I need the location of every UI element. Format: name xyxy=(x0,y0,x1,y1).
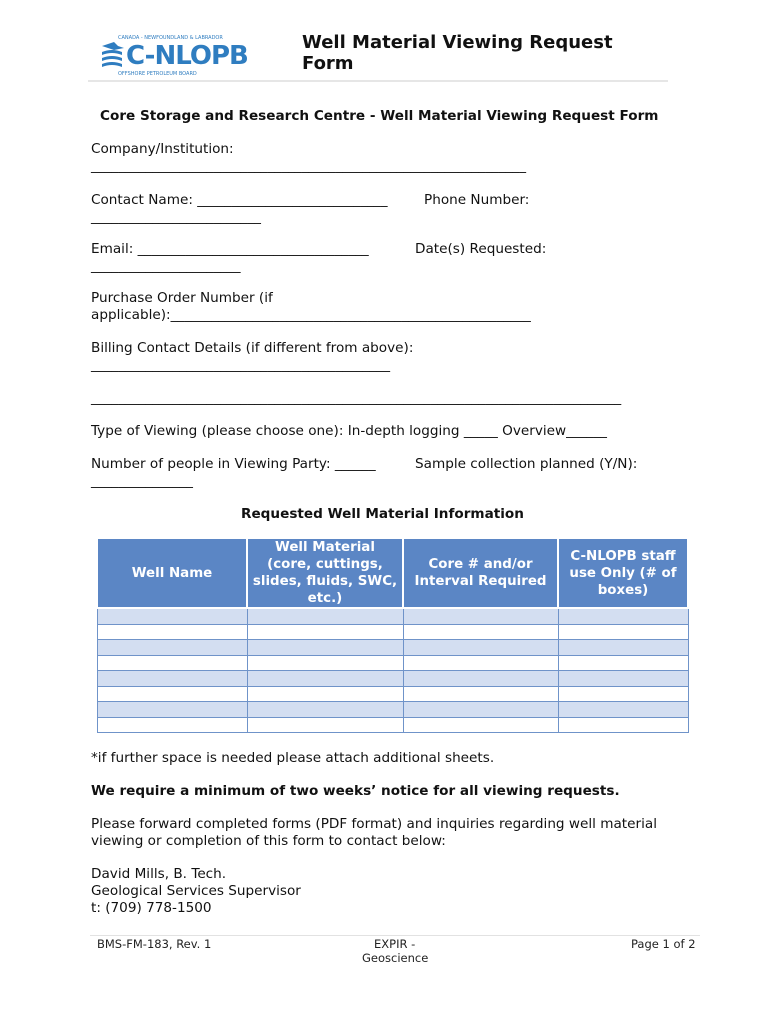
col-well-name: Well Name xyxy=(97,538,247,608)
page-title: Well Material Viewing Request Form xyxy=(302,32,613,74)
logo-wave-2 xyxy=(102,56,122,61)
table-heading: Requested Well Material Information xyxy=(241,506,524,522)
company-label: Company/Institution: xyxy=(91,141,234,157)
page-number: Page 1 of 2 xyxy=(631,937,696,951)
logo-tagline: CANADA - NEWFOUNDLAND & LABRADOR xyxy=(118,35,223,41)
expiry-value: Geoscience xyxy=(362,951,429,965)
table-cell[interactable] xyxy=(403,608,558,624)
contact-title: Geological Services Supervisor xyxy=(91,883,301,899)
logo-wave-3 xyxy=(102,62,122,67)
contact-person: David Mills, B. Tech. xyxy=(91,866,227,882)
table-cell[interactable] xyxy=(403,640,558,656)
billing-label: Billing Contact Details (if different from above): xyxy=(91,340,414,356)
table-row xyxy=(97,702,688,718)
table-cell[interactable] xyxy=(558,717,688,733)
table-cell[interactable] xyxy=(558,624,688,640)
dates-field[interactable]: ______________________ xyxy=(91,258,241,274)
table-cell[interactable] xyxy=(97,686,247,702)
table-cell[interactable] xyxy=(558,655,688,671)
table-cell[interactable] xyxy=(403,686,558,702)
doc-id: BMS-FM-183, Rev. 1 xyxy=(97,937,212,951)
table-cell[interactable] xyxy=(97,640,247,656)
contact-phone: t: (709) 778-1500 xyxy=(91,900,212,916)
table-cell[interactable] xyxy=(97,608,247,624)
logo-wave-1 xyxy=(102,50,122,55)
col-well-material: Well Material (core, cuttings, slides, fluids, SWC, etc.) xyxy=(247,538,403,608)
table-row xyxy=(97,608,688,624)
po-field[interactable]: applicable):_____________________________________________________ xyxy=(91,307,531,323)
table-cell[interactable] xyxy=(97,624,247,640)
table-cell[interactable] xyxy=(558,671,688,687)
form-heading: Core Storage and Research Centre - Well Material Viewing Request Form xyxy=(100,108,659,124)
billing-field-1[interactable]: ____________________________________________ xyxy=(91,357,391,373)
col-core-interval: Core # and/or Interval Required xyxy=(403,538,558,608)
table-cell[interactable] xyxy=(247,671,403,687)
forward-text-1: Please forward completed forms (PDF format) and inquiries regarding well material xyxy=(91,816,657,832)
table-cell[interactable] xyxy=(97,702,247,718)
table-cell[interactable] xyxy=(403,655,558,671)
table-cell[interactable] xyxy=(403,624,558,640)
table-header-row xyxy=(97,538,688,608)
po-label: Purchase Order Number (if xyxy=(91,290,273,306)
table-cell[interactable] xyxy=(247,624,403,640)
table-cell[interactable] xyxy=(97,671,247,687)
sample-label: Sample collection planned (Y/N): xyxy=(415,456,638,472)
viewing-type-field[interactable]: Type of Viewing (please choose one): In-depth logging _____ Overview______ xyxy=(91,423,607,439)
phone-field[interactable]: _________________________ xyxy=(91,209,261,225)
notice-text: We require a minimum of two weeks’ notice for all viewing requests. xyxy=(91,783,620,799)
table-cell[interactable] xyxy=(558,686,688,702)
table-cell[interactable] xyxy=(558,702,688,718)
phone-label: Phone Number: xyxy=(424,192,530,208)
people-field[interactable]: Number of people in Viewing Party: ______ xyxy=(91,456,376,472)
table-cell[interactable] xyxy=(97,717,247,733)
well-material-table xyxy=(96,537,689,733)
table-cell[interactable] xyxy=(247,717,403,733)
table-row xyxy=(97,624,688,640)
contact-name-field[interactable]: Contact Name: ____________________________ xyxy=(91,192,388,208)
table-row xyxy=(97,717,688,733)
additional-sheets-note: *if further space is needed please attach additional sheets. xyxy=(91,750,495,766)
company-field[interactable]: ________________________________________________________________ xyxy=(91,158,526,174)
table-row xyxy=(97,640,688,656)
table-row xyxy=(97,686,688,702)
table-cell[interactable] xyxy=(403,702,558,718)
table-cell[interactable] xyxy=(247,655,403,671)
footer-divider xyxy=(90,935,700,936)
dates-label: Date(s) Requested: xyxy=(415,241,547,257)
table-cell[interactable] xyxy=(403,671,558,687)
header-divider xyxy=(88,80,668,82)
billing-field-2[interactable]: ______________________________________________________________________________ xyxy=(91,390,622,406)
table-cell[interactable] xyxy=(97,655,247,671)
table-cell[interactable] xyxy=(558,608,688,624)
table-row xyxy=(97,671,688,687)
forward-text-2: viewing or completion of this form to contact below: xyxy=(91,833,446,849)
table-row xyxy=(97,655,688,671)
table-cell[interactable] xyxy=(247,608,403,624)
cnlopb-logo xyxy=(98,32,248,78)
table-cell[interactable] xyxy=(403,717,558,733)
table-cell[interactable] xyxy=(558,640,688,656)
col-staff-use: C-NLOPB staff use Only (# of boxes) xyxy=(558,538,688,608)
email-field[interactable]: Email: __________________________________ xyxy=(91,241,369,257)
sample-field[interactable]: _______________ xyxy=(91,473,193,489)
logo-mark-top xyxy=(102,42,124,50)
table-cell[interactable] xyxy=(247,702,403,718)
table-cell[interactable] xyxy=(247,640,403,656)
expiry-label: EXPIR - xyxy=(374,937,416,951)
logo-name: C-NLOPB xyxy=(126,41,248,71)
logo-subtitle: OFFSHORE PETROLEUM BOARD xyxy=(118,71,197,77)
table-cell[interactable] xyxy=(247,686,403,702)
